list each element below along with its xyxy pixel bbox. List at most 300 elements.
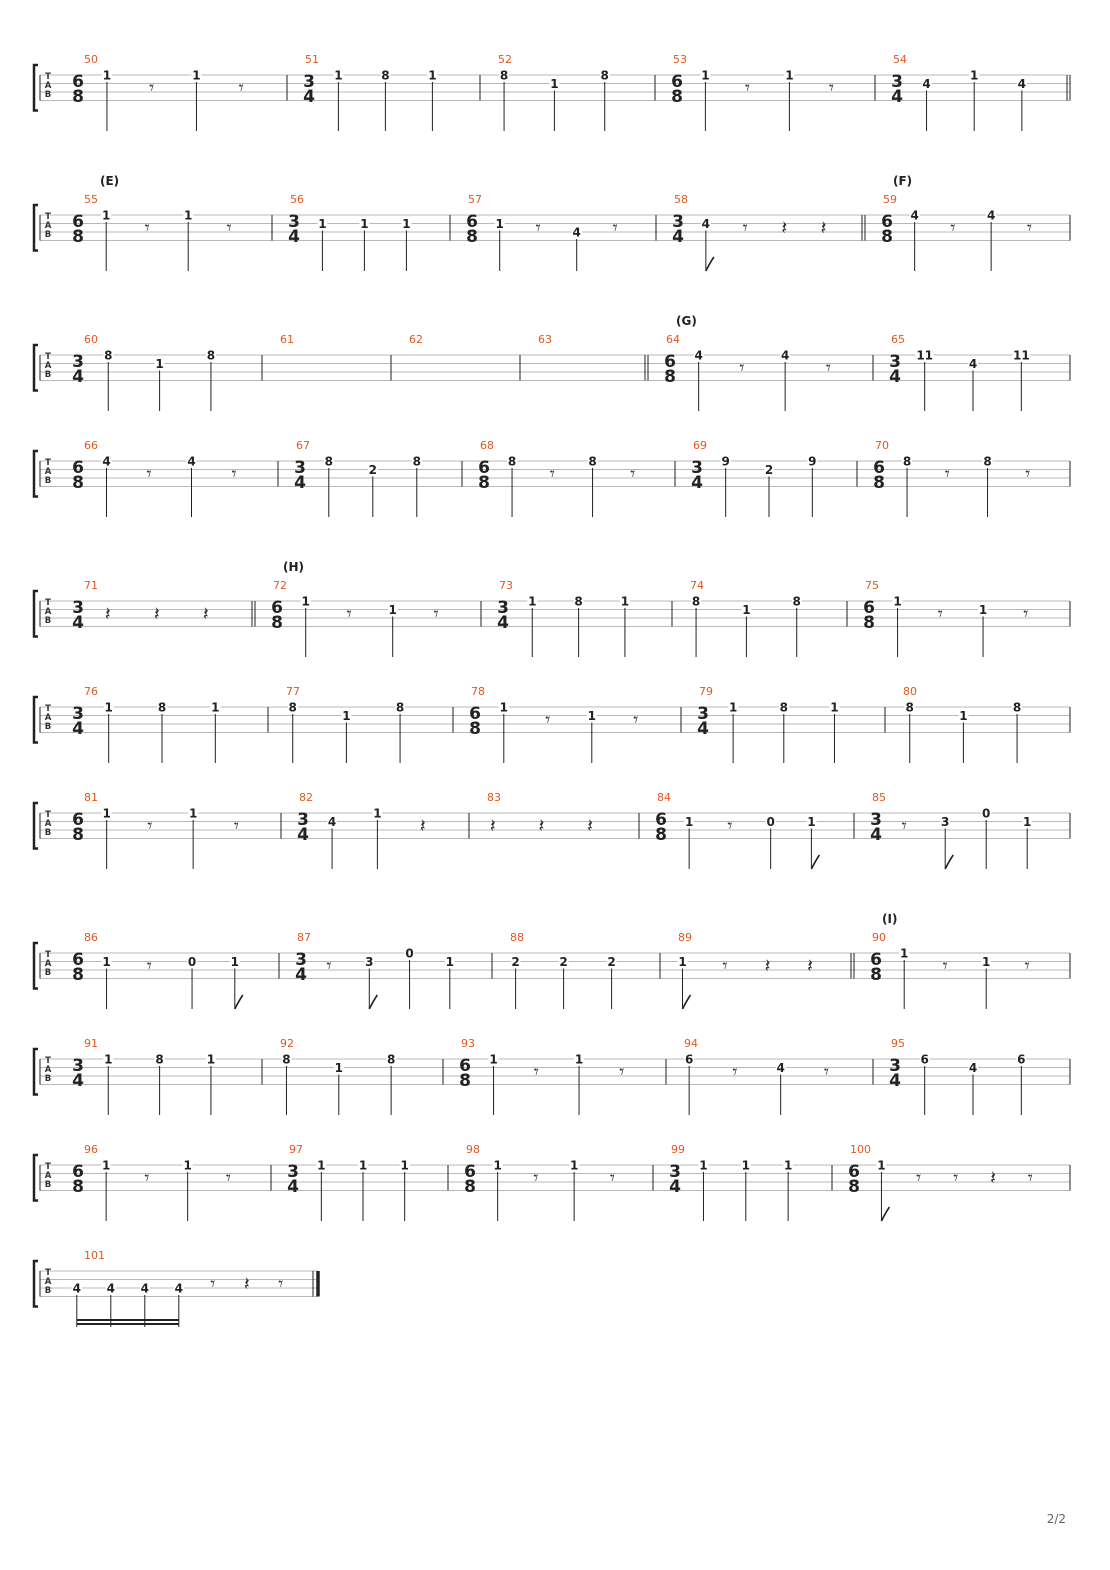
fret-number: 4 xyxy=(140,1281,149,1296)
fret-number: 1 xyxy=(183,1158,192,1173)
measure-number: 71 xyxy=(84,579,98,592)
fret-number: 1 xyxy=(742,603,751,617)
fret-number: 11 xyxy=(916,348,934,363)
measure-number: 52 xyxy=(498,53,512,66)
system-bracket xyxy=(34,943,38,989)
time-signature-top: 6 xyxy=(72,1162,84,1182)
fret-number: 1 xyxy=(402,217,411,231)
tab-label-letter: T xyxy=(45,810,51,820)
measure-number: 77 xyxy=(286,685,300,698)
fret-number: 0 xyxy=(405,946,414,961)
eighth-rest: 𝄾 xyxy=(233,815,239,837)
time-signature-bottom: 4 xyxy=(497,613,509,633)
fret-number: 8 xyxy=(1012,700,1022,715)
measure-number: 58 xyxy=(674,193,688,206)
measure-number: 86 xyxy=(84,931,98,944)
measure-number: 61 xyxy=(280,333,294,346)
fret-number: 8 xyxy=(905,700,914,715)
time-signature-top: 3 xyxy=(669,1162,681,1182)
fret-number: 8 xyxy=(499,68,509,83)
measure-number: 78 xyxy=(471,685,485,698)
fret-number: 1 xyxy=(978,603,988,617)
tab-label-letter: B xyxy=(44,1074,52,1084)
fret-number: 8 xyxy=(983,454,992,469)
quarter-rest: 𝄽 xyxy=(781,217,788,239)
tab-label-letter: A xyxy=(44,607,52,617)
time-signature-bottom: 4 xyxy=(889,367,901,387)
tab-label-letter: T xyxy=(45,598,51,608)
time-signature-top: 3 xyxy=(287,1162,299,1182)
fret-number: 1 xyxy=(499,700,508,715)
fret-number: 1 xyxy=(188,806,198,821)
fret-number: 6 xyxy=(920,1052,929,1067)
time-signature-top: 6 xyxy=(478,458,490,478)
eighth-flag xyxy=(811,855,819,869)
time-signature-bottom: 8 xyxy=(459,1071,471,1091)
fret-number: 2 xyxy=(368,463,377,477)
system-bracket xyxy=(34,591,38,637)
system-bracket xyxy=(34,345,38,391)
eighth-rest: 𝄾 xyxy=(433,603,439,625)
eighth-rest: 𝄾 xyxy=(633,709,639,731)
fret-number: 4 xyxy=(780,348,790,363)
time-signature-top: 6 xyxy=(863,598,875,618)
time-signature-top: 3 xyxy=(72,1056,84,1076)
fret-number: 1 xyxy=(1023,815,1032,829)
time-signature-bottom: 4 xyxy=(72,367,84,387)
time-signature-top: 3 xyxy=(72,704,84,724)
tab-label-letter: T xyxy=(45,704,51,714)
eighth-rest: 𝄾 xyxy=(739,357,745,379)
fret-number: 4 xyxy=(174,1281,183,1296)
fret-number: 1 xyxy=(830,700,839,715)
fret-number: 4 xyxy=(187,454,196,469)
time-signature-bottom: 4 xyxy=(669,1177,681,1197)
fret-number: 1 xyxy=(982,955,991,969)
section-marker: (I) xyxy=(882,912,898,926)
fret-number: 1 xyxy=(211,700,220,715)
measure-number: 50 xyxy=(84,53,98,66)
system-bracket xyxy=(34,1155,38,1201)
fret-number: 1 xyxy=(587,709,596,723)
fret-number: 2 xyxy=(607,955,616,969)
fret-number: 4 xyxy=(72,1281,81,1296)
tab-label-letter: B xyxy=(44,1180,52,1190)
eighth-rest: 𝄾 xyxy=(942,955,948,977)
system-bracket xyxy=(34,803,38,849)
time-signature-bottom: 4 xyxy=(891,87,903,107)
fret-number: 1 xyxy=(807,815,816,829)
quarter-rest: 𝄽 xyxy=(764,955,771,977)
measure-number: 53 xyxy=(673,53,687,66)
fret-number: 8 xyxy=(104,348,113,363)
eighth-rest: 𝄾 xyxy=(744,77,750,99)
tab-label-letter: B xyxy=(44,968,52,978)
measure-number: 84 xyxy=(657,791,671,804)
time-signature-bottom: 4 xyxy=(303,87,315,107)
tab-label-letter: A xyxy=(44,361,52,371)
fret-number: 1 xyxy=(783,1158,793,1173)
tab-label-letter: B xyxy=(44,616,52,626)
measure-number: 67 xyxy=(296,439,310,452)
fret-number: 4 xyxy=(776,1061,785,1075)
fret-number: 8 xyxy=(395,700,405,715)
fret-number: 4 xyxy=(327,815,337,829)
measure-number: 56 xyxy=(290,193,304,206)
system-bracket xyxy=(34,1049,38,1095)
measure-number: 54 xyxy=(893,53,907,66)
eighth-rest: 𝄾 xyxy=(231,463,237,485)
fret-number: 1 xyxy=(684,815,694,829)
time-signature-bottom: 4 xyxy=(697,719,709,739)
fret-number: 8 xyxy=(386,1052,396,1067)
measure-number: 101 xyxy=(84,1249,105,1262)
tab-label-letter: T xyxy=(45,1056,51,1066)
measure-number: 76 xyxy=(84,685,98,698)
tab-label-letter: T xyxy=(45,1162,51,1172)
tab-label-letter: T xyxy=(45,352,51,362)
eighth-rest: 𝄾 xyxy=(144,1167,150,1189)
eighth-rest: 𝄾 xyxy=(549,463,555,485)
time-signature-top: 6 xyxy=(459,1056,471,1076)
system-bracket xyxy=(34,65,38,111)
eighth-rest: 𝄾 xyxy=(953,1167,959,1189)
eighth-flag xyxy=(235,995,243,1009)
fret-number: 1 xyxy=(445,955,454,969)
quarter-rest: 𝄽 xyxy=(587,815,593,837)
fret-number: 1 xyxy=(318,217,327,231)
time-signature-top: 6 xyxy=(464,1162,476,1182)
eighth-rest: 𝄾 xyxy=(1025,463,1031,485)
time-signature-top: 6 xyxy=(72,950,84,970)
fret-number: 1 xyxy=(574,1052,584,1067)
time-signature-top: 3 xyxy=(889,352,901,372)
time-signature-bottom: 4 xyxy=(72,613,84,633)
eighth-rest: 𝄾 xyxy=(1024,955,1030,977)
measure-number: 100 xyxy=(850,1143,871,1156)
fret-number: 1 xyxy=(317,1158,326,1173)
fret-number: 1 xyxy=(428,68,437,83)
fret-number: 1 xyxy=(388,603,397,617)
eighth-rest: 𝄾 xyxy=(346,603,352,625)
measure-number: 55 xyxy=(84,193,98,206)
eighth-rest: 𝄾 xyxy=(916,1167,922,1189)
quarter-rest: 𝄽 xyxy=(419,815,426,837)
measure-number: 97 xyxy=(289,1143,303,1156)
fret-number: 8 xyxy=(600,68,609,83)
measure-number: 92 xyxy=(280,1037,294,1050)
fret-number: 1 xyxy=(360,217,369,231)
eighth-rest: 𝄾 xyxy=(825,357,831,379)
fret-number: 8 xyxy=(412,454,421,469)
fret-number: 1 xyxy=(101,1158,111,1173)
fret-number: 2 xyxy=(559,955,568,969)
time-signature-bottom: 8 xyxy=(72,825,84,845)
time-signature-bottom: 8 xyxy=(671,87,683,107)
time-signature-top: 6 xyxy=(671,72,683,92)
tab-label-letter: T xyxy=(45,950,51,960)
measure-number: 98 xyxy=(466,1143,480,1156)
fret-number: 0 xyxy=(187,955,197,969)
eighth-flag xyxy=(945,855,953,869)
eighth-rest: 𝄾 xyxy=(732,1061,738,1083)
eighth-rest: 𝄾 xyxy=(147,815,153,837)
tab-label-letter: B xyxy=(44,90,52,100)
fret-number: 9 xyxy=(808,454,817,469)
time-signature-bottom: 8 xyxy=(72,227,84,247)
time-signature-bottom: 4 xyxy=(287,1177,299,1197)
time-signature-bottom: 8 xyxy=(469,719,481,739)
fret-number: 1 xyxy=(893,594,902,609)
time-signature-top: 3 xyxy=(891,72,903,92)
fret-number: 6 xyxy=(1017,1052,1026,1067)
time-signature-bottom: 8 xyxy=(72,965,84,985)
measure-number: 82 xyxy=(299,791,313,804)
fret-number: 0 xyxy=(982,806,991,821)
time-signature-top: 3 xyxy=(697,704,709,724)
fret-number: 8 xyxy=(155,1052,164,1067)
time-signature-bottom: 8 xyxy=(466,227,478,247)
eighth-rest: 𝄾 xyxy=(278,1273,284,1295)
time-signature-bottom: 8 xyxy=(72,1177,84,1197)
measure-number: 66 xyxy=(84,439,98,452)
measure-number: 63 xyxy=(538,333,552,346)
fret-number: 9 xyxy=(721,454,730,469)
fret-number: 8 xyxy=(282,1052,291,1067)
time-signature-bottom: 8 xyxy=(664,367,676,387)
tab-label-letter: T xyxy=(45,458,51,468)
system-bracket xyxy=(34,451,38,497)
system-bracket xyxy=(34,697,38,743)
quarter-rest: 𝄽 xyxy=(243,1273,250,1295)
time-signature-top: 6 xyxy=(848,1162,860,1182)
measure-number: 51 xyxy=(305,53,319,66)
measure-number: 75 xyxy=(865,579,879,592)
quarter-rest: 𝄽 xyxy=(820,217,827,239)
tab-label-letter: A xyxy=(44,959,52,969)
fret-number: 4 xyxy=(1017,77,1027,91)
measure-number: 95 xyxy=(891,1037,905,1050)
eighth-rest: 𝄾 xyxy=(630,463,636,485)
fret-number: 1 xyxy=(900,946,909,961)
time-signature-top: 3 xyxy=(672,212,684,232)
time-signature-bottom: 8 xyxy=(863,613,875,633)
time-signature-bottom: 4 xyxy=(288,227,300,247)
fret-number: 8 xyxy=(588,454,597,469)
eighth-rest: 𝄾 xyxy=(533,1061,539,1083)
fret-number: 4 xyxy=(968,357,978,371)
eighth-rest: 𝄾 xyxy=(727,815,733,837)
eighth-rest: 𝄾 xyxy=(238,77,244,99)
fret-number: 1 xyxy=(358,1158,368,1173)
fret-number: 6 xyxy=(684,1052,694,1067)
quarter-rest: 𝄽 xyxy=(990,1167,996,1189)
tab-label-letter: B xyxy=(44,722,52,732)
eighth-rest: 𝄾 xyxy=(823,1061,829,1083)
time-signature-bottom: 4 xyxy=(72,1071,84,1091)
measure-number: 70 xyxy=(875,439,889,452)
fret-number: 1 xyxy=(184,208,193,223)
measure-number: 87 xyxy=(297,931,311,944)
eighth-rest: 𝄾 xyxy=(226,217,232,239)
eighth-rest: 𝄾 xyxy=(326,955,332,977)
fret-number: 1 xyxy=(678,955,687,969)
measure-number: 93 xyxy=(461,1037,475,1050)
tab-label-letter: T xyxy=(45,212,51,222)
measure-number: 91 xyxy=(84,1037,98,1050)
tab-label-letter: A xyxy=(44,1277,52,1287)
fret-number: 1 xyxy=(493,1158,502,1173)
fret-number: 1 xyxy=(877,1158,886,1173)
time-signature-bottom: 8 xyxy=(870,965,882,985)
time-signature-top: 6 xyxy=(72,810,84,830)
fret-number: 1 xyxy=(230,955,239,969)
fret-number: 1 xyxy=(970,68,979,83)
eighth-rest: 𝄾 xyxy=(1023,603,1029,625)
time-signature-bottom: 8 xyxy=(72,473,84,493)
eighth-rest: 𝄾 xyxy=(144,217,150,239)
fret-number: 8 xyxy=(157,700,167,715)
fret-number: 1 xyxy=(959,709,968,723)
fret-number: 1 xyxy=(334,1061,343,1075)
measure-number: 90 xyxy=(872,931,886,944)
section-marker: (E) xyxy=(100,174,120,188)
measure-number: 83 xyxy=(487,791,501,804)
time-signature-bottom: 4 xyxy=(297,825,309,845)
tab-label-letter: B xyxy=(44,828,52,838)
fret-number: 1 xyxy=(102,806,111,821)
fret-number: 4 xyxy=(701,217,711,231)
fret-number: 8 xyxy=(779,700,788,715)
measure-number: 65 xyxy=(891,333,905,346)
fret-number: 8 xyxy=(507,454,517,469)
eighth-rest: 𝄾 xyxy=(619,1061,625,1083)
eighth-rest: 𝄾 xyxy=(225,1167,231,1189)
measure-number: 81 xyxy=(84,791,98,804)
measure-number: 85 xyxy=(872,791,886,804)
eighth-rest: 𝄾 xyxy=(149,77,155,99)
fret-number: 4 xyxy=(102,454,111,469)
page-number: 2/2 xyxy=(1046,1512,1066,1526)
fret-number: 2 xyxy=(764,463,774,477)
time-signature-top: 3 xyxy=(889,1056,901,1076)
time-signature-bottom: 8 xyxy=(464,1177,476,1197)
fret-number: 1 xyxy=(342,709,351,723)
eighth-flag xyxy=(683,995,691,1009)
tab-label-letter: A xyxy=(44,819,52,829)
time-signature-top: 6 xyxy=(870,950,882,970)
fret-number: 1 xyxy=(206,1052,216,1067)
tab-label-letter: B xyxy=(44,370,52,380)
fret-number: 1 xyxy=(495,217,504,231)
tab-label-letter: T xyxy=(45,1268,51,1278)
tab-label-letter: A xyxy=(44,81,52,91)
eighth-rest: 𝄾 xyxy=(742,217,748,239)
tab-label-letter: B xyxy=(44,476,52,486)
eighth-rest: 𝄾 xyxy=(146,463,152,485)
fret-number: 1 xyxy=(701,68,710,83)
measure-number: 74 xyxy=(690,579,704,592)
quarter-rest: 𝄽 xyxy=(807,955,813,977)
fret-number: 1 xyxy=(528,594,537,609)
time-signature-top: 3 xyxy=(691,458,703,478)
fret-number: 8 xyxy=(381,68,390,83)
time-signature-top: 6 xyxy=(655,810,667,830)
eighth-rest: 𝄾 xyxy=(612,217,618,239)
time-signature-top: 3 xyxy=(297,810,309,830)
fret-number: 1 xyxy=(102,955,111,969)
eighth-flag xyxy=(881,1207,889,1221)
time-signature-top: 6 xyxy=(469,704,481,724)
quarter-rest: 𝄽 xyxy=(153,603,160,625)
time-signature-top: 6 xyxy=(664,352,676,372)
measure-number: 68 xyxy=(480,439,494,452)
eighth-rest: 𝄾 xyxy=(944,463,950,485)
time-signature-top: 3 xyxy=(303,72,315,92)
time-signature-bottom: 4 xyxy=(72,719,84,739)
fret-number: 8 xyxy=(324,454,333,469)
section-marker: (G) xyxy=(676,314,697,328)
fret-number: 8 xyxy=(792,594,801,609)
quarter-rest: 𝄽 xyxy=(104,603,111,625)
eighth-rest: 𝄾 xyxy=(950,217,956,239)
fret-number: 1 xyxy=(569,1158,579,1173)
quarter-rest: 𝄽 xyxy=(538,815,545,837)
fret-number: 1 xyxy=(102,208,111,223)
fret-number: 1 xyxy=(400,1158,409,1173)
eighth-rest: 𝄾 xyxy=(210,1273,216,1295)
time-signature-top: 6 xyxy=(72,458,84,478)
tab-label-letter: A xyxy=(44,713,52,723)
eighth-flag xyxy=(706,257,714,271)
measure-number: 89 xyxy=(678,931,692,944)
measure-number: 57 xyxy=(468,193,482,206)
tab-label-letter: A xyxy=(44,1171,52,1181)
fret-number: 8 xyxy=(691,594,701,609)
fret-number: 8 xyxy=(902,454,912,469)
eighth-rest: 𝄾 xyxy=(1027,1167,1033,1189)
tab-label-letter: B xyxy=(44,1286,52,1296)
tab-label-letter: A xyxy=(44,467,52,477)
time-signature-bottom: 8 xyxy=(873,473,885,493)
eighth-rest: 𝄾 xyxy=(901,815,907,837)
time-signature-bottom: 8 xyxy=(655,825,667,845)
time-signature-top: 3 xyxy=(72,598,84,618)
time-signature-bottom: 8 xyxy=(478,473,490,493)
measure-number: 64 xyxy=(666,333,680,346)
fret-number: 11 xyxy=(1012,348,1030,363)
fret-number: 1 xyxy=(334,68,343,83)
eighth-rest: 𝄾 xyxy=(545,709,551,731)
measure-number: 72 xyxy=(273,579,287,592)
measure-number: 80 xyxy=(903,685,917,698)
fret-number: 4 xyxy=(968,1061,978,1075)
eighth-rest: 𝄾 xyxy=(722,955,728,977)
measure-number: 60 xyxy=(84,333,98,346)
time-signature-top: 6 xyxy=(466,212,478,232)
quarter-rest: 𝄽 xyxy=(202,603,209,625)
fret-number: 1 xyxy=(155,357,164,371)
time-signature-top: 6 xyxy=(873,458,885,478)
eighth-rest: 𝄾 xyxy=(533,1167,539,1189)
tab-label-letter: A xyxy=(44,221,52,231)
system-bracket xyxy=(34,205,38,251)
fret-number: 8 xyxy=(206,348,216,363)
fret-number: 8 xyxy=(574,594,583,609)
fret-number: 1 xyxy=(373,806,382,821)
measure-number: 59 xyxy=(883,193,897,206)
fret-number: 1 xyxy=(728,700,738,715)
